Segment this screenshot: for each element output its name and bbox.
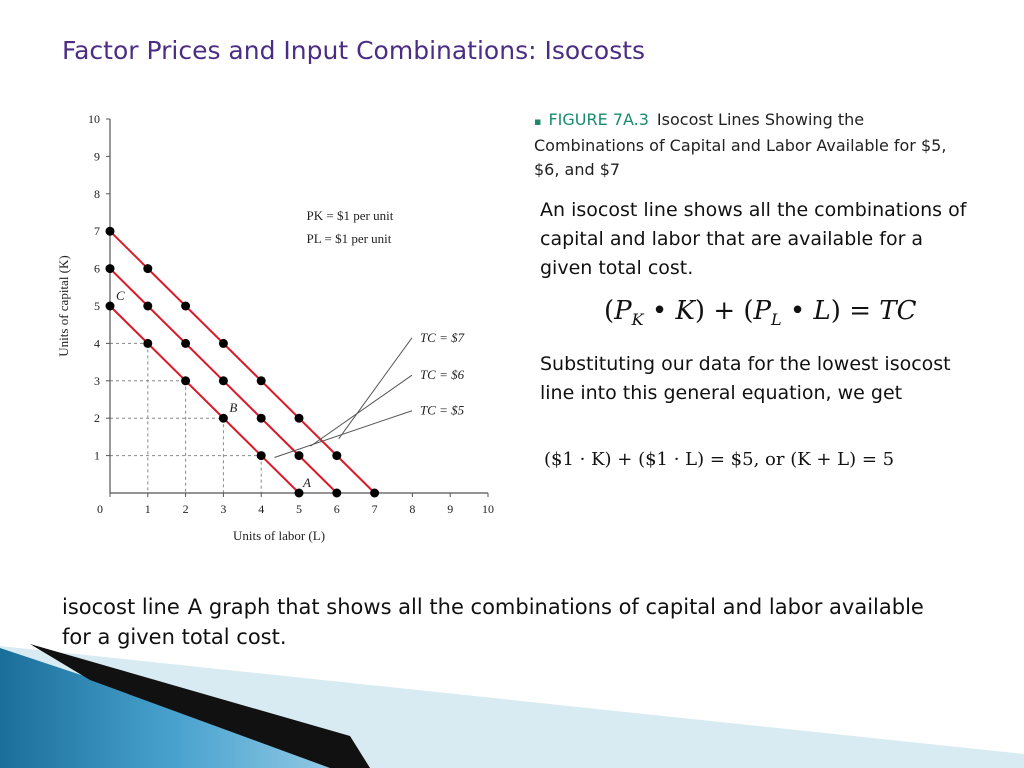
data-point [332,451,341,460]
series-label: TC = $7 [419,329,465,345]
y-tick-label: 5 [94,299,100,313]
data-point [295,414,304,423]
data-point [257,451,266,460]
data-point [106,264,115,273]
figure-number: FIGURE 7A.3 [548,110,649,129]
y-axis-label: Units of capital (K) [56,255,71,357]
data-point [219,376,228,385]
data-point [257,376,266,385]
y-tick-label: 2 [94,411,100,426]
y-tick-label: 9 [94,149,100,164]
decorative-swoosh [0,640,1024,768]
data-point [143,302,152,311]
definition-term: isocost line [62,595,180,619]
y-tick-label: 1 [94,448,100,463]
point-label: A [303,475,311,490]
isocost-explanation: An isocost line shows all the combinations of capital and labor that are available for a given total cost. [540,199,967,279]
figure-title: Isocost Lines Showing the Combinations of Capital and Labor Available for $5, $6, and $7 [534,110,947,179]
data-point [219,414,228,423]
figure-caption [534,108,974,182]
substitution-text: Substituting our data for the lowest isocost line into this general equation, we get [540,353,951,404]
y-tick-label: 10 [88,112,100,126]
x-tick-label: 7 [371,502,378,516]
point-label: B [229,400,238,416]
series-leader-line [310,375,412,446]
point-label: C [116,288,125,303]
price-note: PK = $1 per unit [306,207,394,223]
x-tick-label: 2 [182,502,189,516]
data-point [143,339,152,348]
y-tick-label: 6 [94,261,100,276]
series-label: TC = $5 [419,402,465,418]
x-tick-label: 9 [447,502,454,516]
data-point [143,264,152,273]
data-point [181,339,190,348]
data-point [219,339,228,348]
isocost-line [110,306,299,493]
series-label: TC = $6 [419,367,465,383]
substituted-equation: ($1 · K) + ($1 · L) = $5, or (K + L) = 5 [544,449,895,470]
data-point [106,302,115,311]
data-point [181,302,190,311]
x-tick-label: 8 [409,502,416,516]
data-point [257,414,266,423]
data-point [181,376,190,385]
bullet-icon: ▪ [534,115,542,128]
x-tick-label: 3 [220,502,227,516]
slide-title: Factor Prices and Input Combinations: Isocosts [62,36,646,65]
x-tick-label: 0 [97,502,103,516]
x-tick-label: 4 [258,502,265,516]
y-tick-label: 7 [94,224,100,239]
x-tick-label: 6 [333,502,340,516]
data-point [370,489,379,498]
x-tick-label: 5 [296,502,302,516]
x-axis-label: Units of labor (L) [232,528,326,543]
definition-text: A graph that shows all the combinations of capital and labor available for a given total cost. [62,595,924,649]
y-tick-label: 8 [94,186,100,201]
x-tick-label: 1 [144,502,151,516]
y-tick-label: 4 [94,336,100,351]
data-point [106,227,115,236]
data-point [295,451,304,460]
isocost-chart [50,108,500,548]
price-note: PL = $1 per unit [306,230,392,246]
x-tick-label: 10 [482,502,494,516]
general-equation: ($P_K$ • $K) + (P_L$ • L) = TC [604,296,917,330]
data-point [332,489,341,498]
y-tick-label: 3 [94,373,100,388]
